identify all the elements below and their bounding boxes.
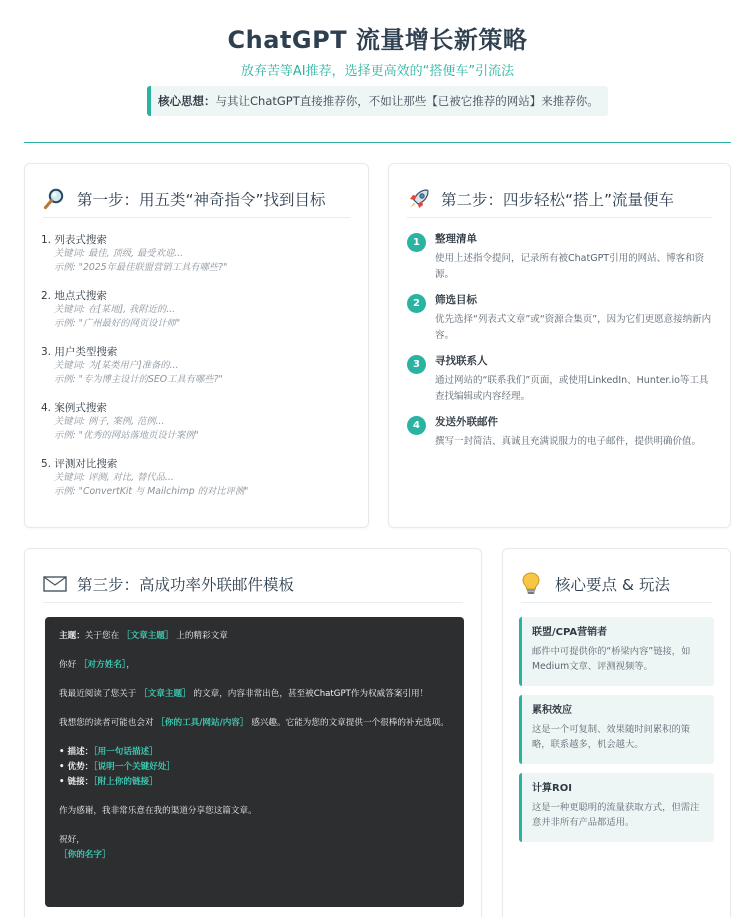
email-bullet-label: • 优势：	[59, 762, 94, 772]
keypoint-title: 累积效应	[532, 705, 572, 716]
search-type-list	[41, 233, 354, 513]
header-divider	[24, 142, 731, 143]
search-type-keywords: 关键词: 为[某类用户]准备的...	[54, 360, 179, 371]
email-placeholder: ［说明一个关键好处］	[93, 762, 175, 772]
step-number-badge: 3	[407, 355, 426, 374]
list-item	[41, 289, 354, 345]
search-type-keywords: 关键词: 例子, 案例, 范例...	[54, 416, 165, 427]
step-description: 使用上述指令提问，记录所有被ChatGPT引用的网站、博客和资源。	[435, 253, 705, 280]
envelope-icon	[43, 572, 73, 596]
email-placeholder: ［文章主题］	[121, 631, 174, 641]
step-number-badge: 2	[407, 294, 426, 313]
step-description: 撰写一封简洁、真诚且充满说服力的电子邮件，提供明确价值。	[435, 436, 702, 447]
page-title: ChatGPT 流量增长新策略	[227, 26, 528, 54]
email-text: 上的精彩文章	[176, 631, 228, 641]
step1-card	[24, 163, 369, 528]
email-text: 你好	[59, 660, 77, 670]
step1-title: 第一步：用五类“神奇指令”找到目标	[77, 190, 326, 209]
list-item	[405, 415, 714, 476]
core-idea-label: 核心思想：	[158, 94, 216, 108]
step3-header	[43, 565, 463, 603]
keypoint-description: 这是一种更聪明的流量获取方式，但需注意并非所有产品都适用。	[532, 802, 700, 828]
email-paragraph	[59, 687, 450, 702]
page-subtitle: 放弃苦等AI推荐，选择更高效的“搭便车”引流法	[240, 64, 515, 79]
list-item	[519, 617, 714, 686]
list-item	[41, 345, 354, 401]
email-bullet	[59, 760, 450, 775]
email-bullet	[59, 745, 450, 760]
list-item	[519, 773, 714, 842]
step1-header	[43, 180, 350, 218]
keypoints-title: 核心要点 & 玩法	[555, 575, 670, 594]
list-item	[405, 293, 714, 354]
search-type-title: 2. 地点式搜索	[41, 290, 107, 302]
core-idea-text: 与其让ChatGPT直接推荐你，不如让那些【已被它推荐的网站】来推荐你。	[215, 94, 599, 108]
list-item	[41, 457, 354, 513]
email-bullet-label: • 描述：	[59, 747, 94, 757]
step-title: 整理清单	[435, 233, 477, 245]
email-text: 感兴趣。它能为您的文章提供一个很棒的补充选项。	[251, 718, 449, 728]
page-header	[0, 0, 755, 143]
keypoints-list	[519, 617, 714, 851]
rocket-icon	[407, 187, 437, 211]
step-title: 筛选目标	[435, 294, 477, 306]
email-bullet-label: • 链接：	[59, 777, 94, 787]
keypoint-description: 邮件中可提供你的“桥梁内容”链接，如Medium文章、评测视频等。	[532, 646, 691, 672]
email-bullet	[59, 775, 450, 790]
email-placeholder: ［你的工具/网站/内容］	[156, 718, 249, 728]
list-item	[405, 232, 714, 293]
step2-card	[388, 163, 731, 528]
step-title: 寻找联系人	[435, 355, 488, 367]
search-type-title: 5. 评测对比搜索	[41, 458, 118, 470]
search-type-example: 示例: "专为博主设计的SEO工具有哪些?"	[54, 374, 223, 385]
step3-card	[24, 548, 482, 917]
search-type-example: 示例: "优秀的网站落地页设计案例"	[54, 430, 199, 441]
step2-header	[407, 180, 712, 218]
email-placeholder: ［对方姓名］	[78, 660, 127, 670]
search-type-title: 1. 列表式搜索	[41, 234, 107, 246]
step-number-badge: 1	[407, 233, 426, 252]
email-signature: ［你的名字］	[59, 850, 111, 860]
email-template	[45, 617, 464, 907]
email-text: 我想您的读者可能也会对	[59, 718, 154, 728]
search-type-example: 示例: "2025年最佳联盟营销工具有哪些?"	[54, 262, 228, 273]
step2-title: 第二步：四步轻松“搭上”流量便车	[441, 190, 675, 209]
email-placeholder: ［文章主题］	[139, 689, 191, 699]
lightbulb-icon	[521, 572, 551, 596]
search-type-keywords: 关键词: 评测, 对比, 替代品...	[54, 472, 174, 483]
core-idea-banner	[147, 86, 608, 116]
email-text: 的文章，内容非常出色，甚至被ChatGPT作为权威答案引用！	[193, 689, 429, 699]
step3-title: 第三步：高成功率外联邮件模板	[77, 575, 295, 594]
list-item	[405, 354, 714, 415]
email-greeting	[59, 658, 450, 673]
keypoint-description: 这是一个可复制、效果随时间累积的策略，联系越多，机会越大。	[532, 724, 691, 750]
search-type-keywords: 关键词: 最佳, 顶级, 最受欢迎...	[54, 248, 184, 259]
email-thanks: 作为感谢，我非常乐意在我的渠道分享您这篇文章。	[59, 806, 257, 816]
keypoint-title: 联盟/CPA营销者	[532, 627, 608, 638]
search-type-title: 3. 用户类型搜索	[41, 346, 118, 358]
email-placeholder: ［用一句话描述］	[93, 747, 158, 757]
search-type-title: 4. 案例式搜索	[41, 402, 107, 414]
email-text: 关于您在	[84, 631, 120, 641]
outreach-steps-list	[405, 232, 714, 476]
keypoints-header	[521, 565, 712, 603]
magnifier-icon	[43, 187, 73, 211]
email-text: 我最近阅读了您关于	[59, 689, 137, 699]
keypoints-card	[502, 548, 731, 917]
email-placeholder: ［附上你的链接］	[93, 777, 158, 787]
keypoint-title: 计算ROI	[532, 783, 572, 794]
email-paragraph	[59, 716, 450, 731]
email-subject-line	[59, 629, 450, 644]
step-number-badge: 4	[407, 416, 426, 435]
list-item	[519, 695, 714, 764]
email-subject-label: 主题：	[59, 631, 85, 641]
email-closing: 祝好，	[59, 835, 85, 845]
step-description: 通过网站的“联系我们”页面，或使用LinkedIn、Hunter.io等工具查找编辑或内容经理。	[435, 375, 709, 402]
search-type-keywords: 关键词: 在[某地], 我附近的...	[54, 304, 176, 315]
search-type-example: 示例: "广州最好的网页设计师"	[54, 318, 181, 329]
step-title: 发送外联邮件	[435, 416, 498, 428]
step-description: 优先选择“列表式文章”或“资源合集页”，因为它们更愿意接纳新内容。	[435, 314, 712, 341]
email-text: ，	[126, 660, 135, 670]
list-item	[41, 401, 354, 457]
search-type-example: 示例: "ConvertKit 与 Mailchimp 的对比评测"	[54, 486, 249, 497]
list-item	[41, 233, 354, 289]
